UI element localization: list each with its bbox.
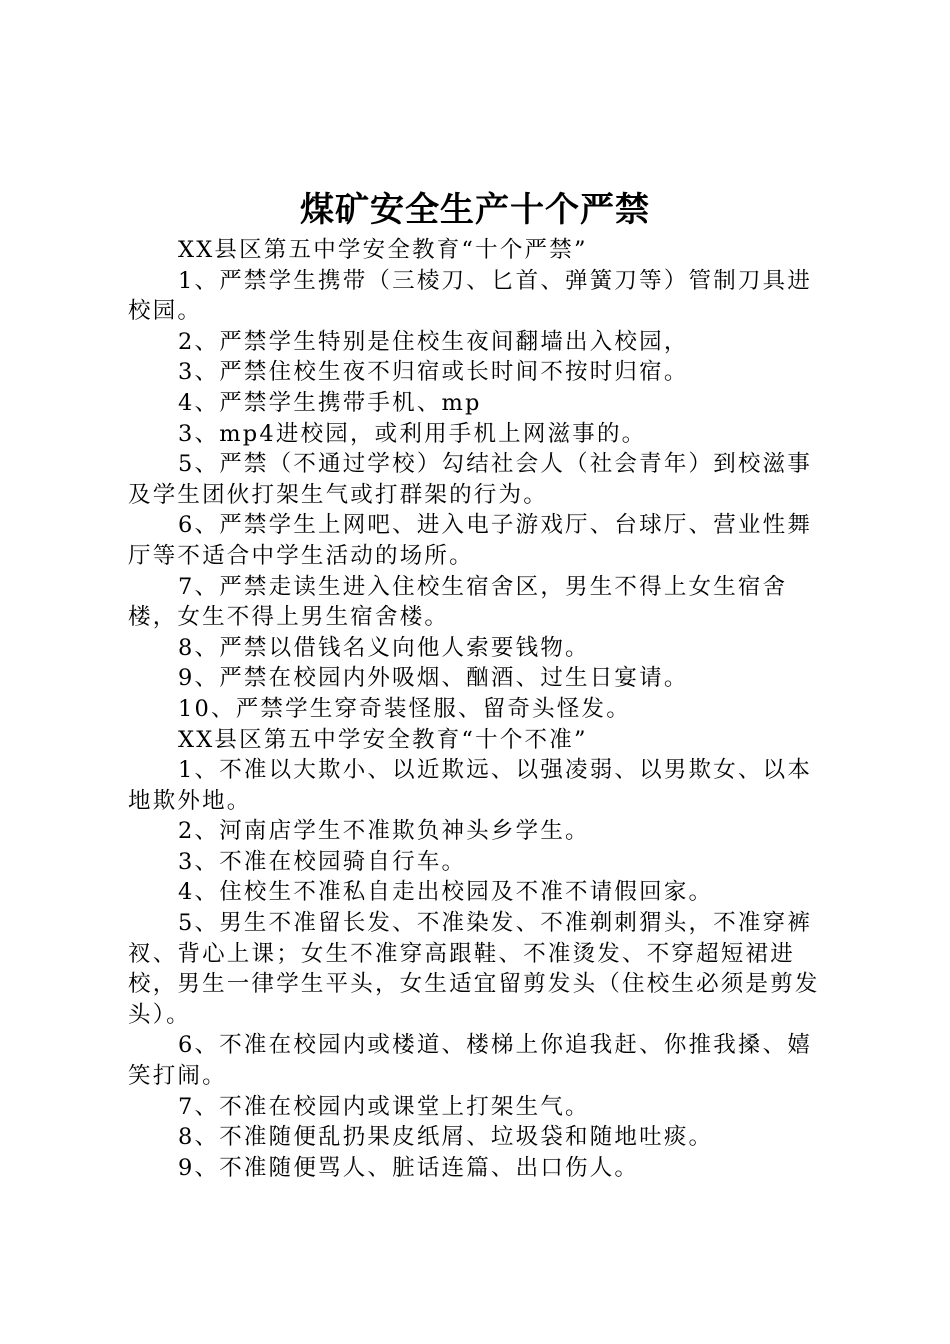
document-body (128, 235, 834, 1183)
rule-item: 1、不准以大欺小、以近欺远、以强凌弱、以男欺女、以本地欺外地。 (128, 757, 813, 814)
rule-item: 5、男生不准留长发、不准染发、不准剃刺猬头，不准穿裤衩、背心上课；女生不准穿高跟鞋、不准烫发、不穿超短裙进校，男生一律学生平头，女生适宜留剪发头（住校生必须是剪发头）。 (128, 910, 820, 1028)
prohibition-item: 4、严禁学生携带手机、mp (178, 389, 482, 416)
document-title: 煤矿安全生产十个严禁 (300, 190, 650, 230)
prohibition-item: 6、严禁学生上网吧、进入电子游戏厅、台球厅、营业性舞厅等不适合中学生活动的场所。 (128, 512, 813, 569)
prohibition-item: 3、mp4进校园，或利用手机上网滋事的。 (178, 420, 647, 447)
prohibition-item: 5、严禁（不通过学校）勾结社会人（社会青年）到校滋事及学生团伙打架生气或打群架的行为。 (128, 451, 813, 508)
rule-item: 9、不准随便骂人、脏话连篇、出口伤人。 (178, 1154, 640, 1181)
prohibition-item: 7、严禁走读生进入住校生宿舍区，男生不得上女生宿舍楼，女生不得上男生宿舍楼。 (128, 573, 788, 631)
prohibition-item: 1、严禁学生携带（三棱刀、匕首、弹簧刀等）管制刀具进校园。 (128, 267, 813, 325)
section-heading-ten-prohibitions: XX县区第五中学安全教育“十个严禁” (178, 237, 588, 263)
rule-item: 7、不准在校园内或课堂上打架生气。 (178, 1093, 590, 1120)
rule-item: 4、住校生不准私自走出校园及不准不请假回家。 (178, 879, 714, 906)
rule-item: 2、河南店学生不准欺负神头乡学生。 (178, 818, 590, 845)
rule-item: 8、不准随便乱扔果皮纸屑、垃圾袋和随地吐痰。 (178, 1124, 714, 1151)
prohibition-item: 2、严禁学生特别是住校生夜间翻墙出入校园， (178, 328, 689, 355)
prohibition-item: 8、严禁以借钱名义向他人索要钱物。 (178, 634, 590, 661)
prohibition-item: 9、严禁在校园内外吸烟、酗酒、过生日宴请。 (178, 665, 689, 692)
prohibition-item: 3、严禁住校生夜不归宿或长时间不按时归宿。 (178, 359, 689, 386)
rule-item: 3、不准在校园骑自行车。 (178, 848, 467, 875)
section-heading-ten-not-allowed: XX县区第五中学安全教育“十个不准” (178, 726, 588, 753)
rule-item: 6、不准在校园内或楼道、楼梯上你追我赶、你推我搡、嬉笑打闹。 (128, 1032, 813, 1090)
prohibition-item: 10、严禁学生穿奇装怪服、留奇头怪发。 (178, 695, 631, 722)
